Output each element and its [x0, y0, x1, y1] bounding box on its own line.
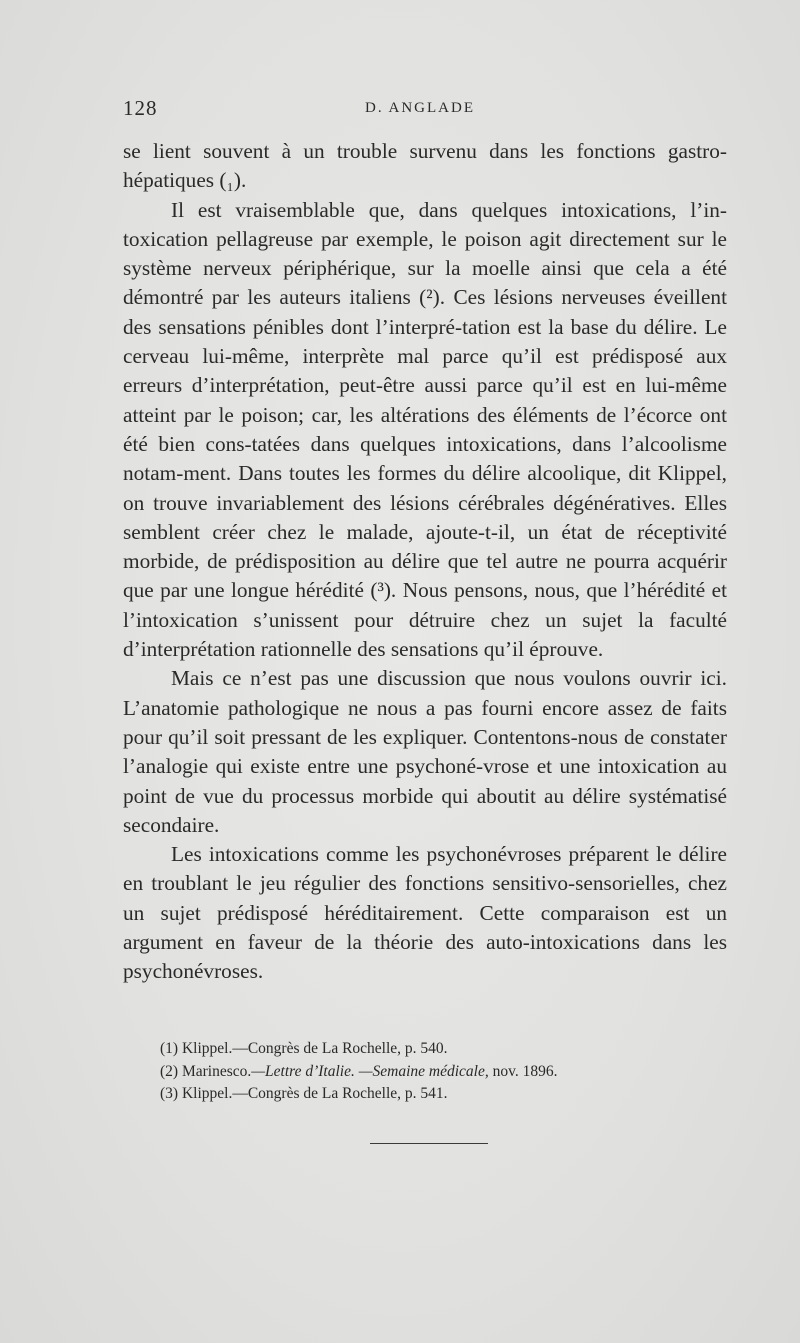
paragraph: se lient souvent à un trouble survenu dans les fonctions gastro-hépatiques (₁).	[123, 139, 727, 193]
footnote-marker: (2)	[160, 1062, 179, 1080]
footnote-date: nov. 1896.	[492, 1062, 558, 1080]
footnote-text: Klippel.—Congrès de La Rochelle, p. 540.	[181, 1040, 448, 1057]
paragraph: Il est vraisemblable que, dans quelques intoxications, l’in-toxication pellagreuse par exemple, le poison agit directement sur le système nerveux périphérique, sur la moelle ainsi que cela a été démontré par les auteurs italiens (²). Ces lésions nerveuses éveillent des sensations pénibles dont l’interpré-tation est la base du délire. Le cerveau lui-même, interprète mal parce qu’il est prédisposé aux erreurs d’interprétation, peut-être aussi parce qu’il est en lui-même atteint par le poison; car, les altérations des éléments de l’écorce ont été bien cons-tatées dans quelques intoxications, dans l’alcoolisme notam-ment. Dans toutes les formes du délire alcoolique, dit Klippel, on trouve invariablement des lésions cérébrales dégénératives. Elles semblent créer chez le malade, ajoute-t-il, un état de réceptivité morbide, de prédisposition au délire que tel autre ne pourra acquérir que par une longue hérédité (³). Nous pensons, nous, que l’hérédité et l’intoxication s’unissent pour détruire chez un sujet la faculté d’interprétation rationnelle des sensations qu’il éprouve.	[123, 197, 727, 662]
footnote-marker: (1)	[160, 1040, 179, 1057]
body-text	[123, 137, 727, 987]
page-number: 128	[123, 96, 158, 120]
footnote	[160, 1083, 730, 1106]
footnote-author: Marinesco.	[181, 1062, 252, 1080]
footnotes	[160, 1038, 730, 1106]
paragraph: Les intoxications comme les psychonévroses préparent le délire en troublant le jeu régulier des fonctions sensitivo-sensorielles, chez un sujet prédisposé héréditairement. Cette comparaison est un argument en faveur de la théorie des auto-intoxications dans les psychonévroses.	[123, 842, 727, 984]
footnote-title: —Lettre d’Italie.	[251, 1062, 355, 1080]
end-rule	[370, 1143, 488, 1144]
footnote	[160, 1038, 730, 1061]
footnote-journal: —Semaine médicale,	[358, 1062, 489, 1080]
paragraph: Mais ce n’est pas une discussion que nous voulons ouvrir ici. L’anatomie pathologique ne nous a pas fourni encore assez de faits pour qu’il soit pressant de les expliquer. Contentons-nous de constater l’analogie qui existe entre une psychoné-vrose et une intoxication au point de vue du processus morbide qui aboutit au délire systématisé secondaire.	[123, 666, 727, 837]
page-header	[123, 96, 723, 126]
footnote-marker: (3)	[160, 1085, 179, 1102]
footnote	[160, 1061, 730, 1084]
running-head: D. ANGLADE	[365, 100, 475, 116]
footnote-text: Klippel.—Congrès de La Rochelle, p. 541.	[181, 1085, 448, 1102]
